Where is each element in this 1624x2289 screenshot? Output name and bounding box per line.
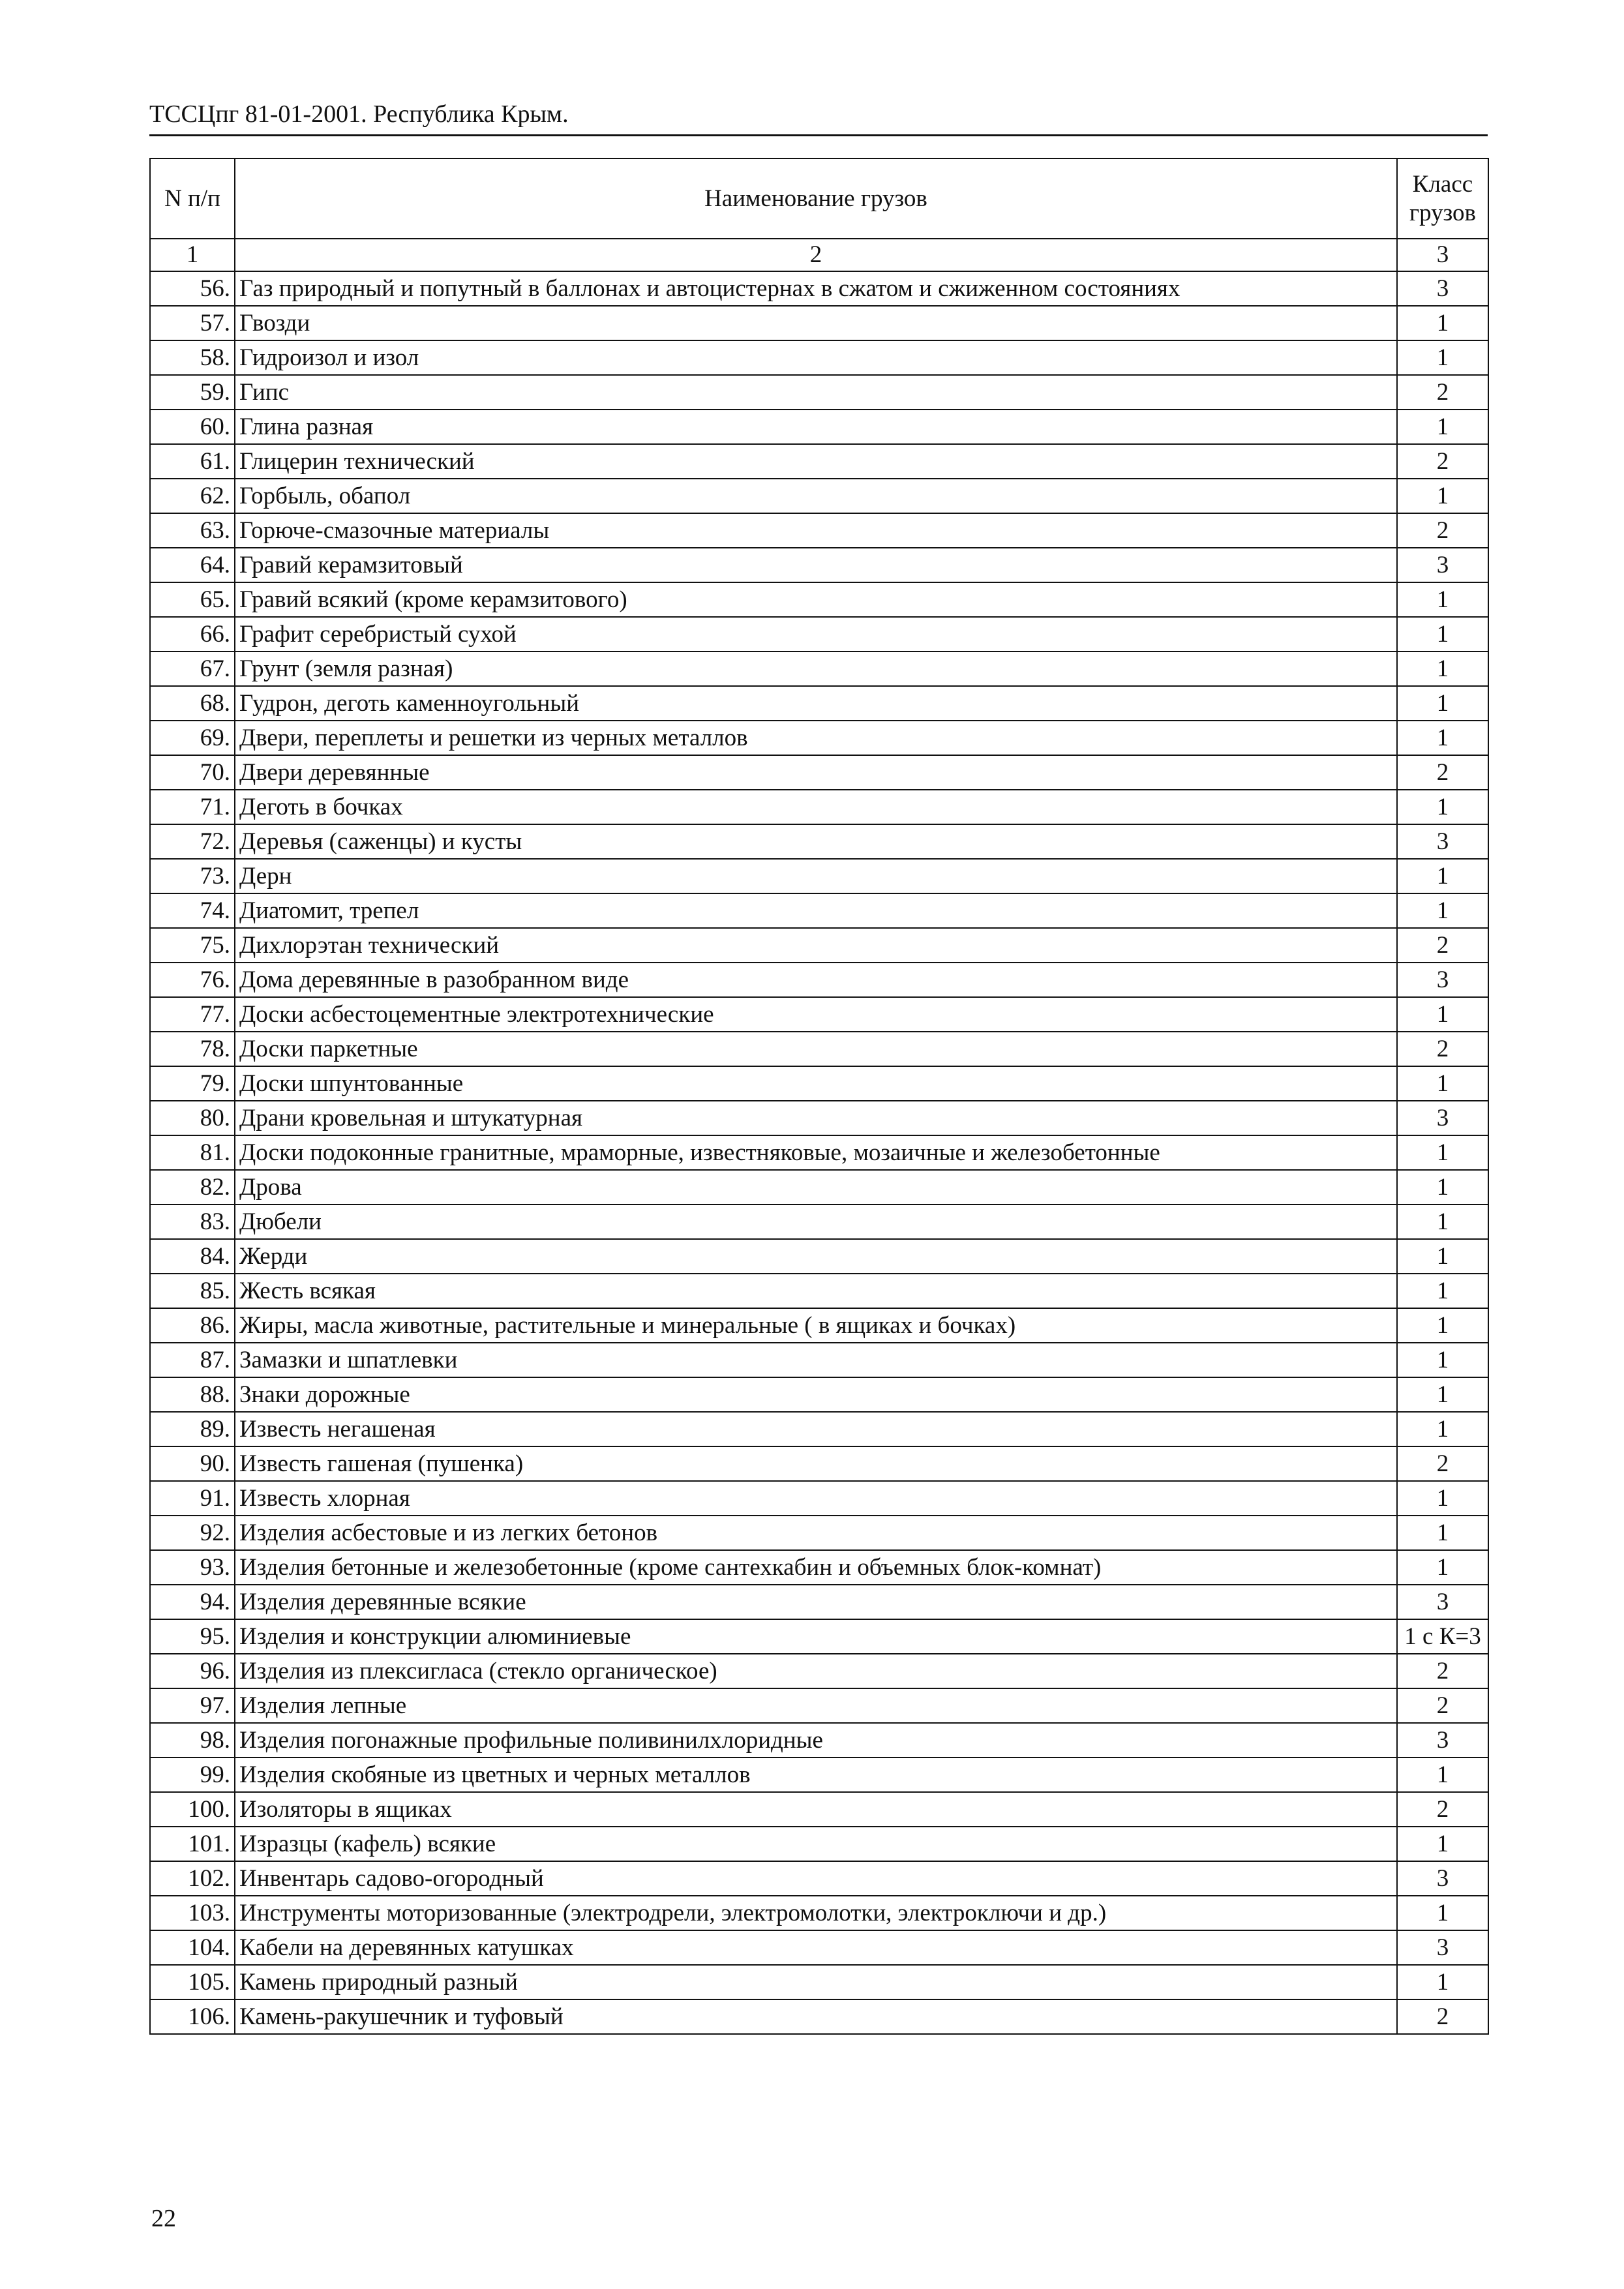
cargo-class: 1 <box>1397 1412 1488 1446</box>
row-number: 80. <box>150 1101 235 1135</box>
table-row <box>150 1585 1488 1619</box>
table-row <box>150 1204 1488 1239</box>
column-header-number: N п/п <box>150 158 235 239</box>
cargo-name: Доски шпунтованные <box>235 1066 1397 1101</box>
cargo-class: 1 <box>1397 721 1488 755</box>
cargo-class: 1 <box>1397 686 1488 721</box>
table-row <box>150 340 1488 375</box>
cargo-name: Замазки и шпатлевки <box>235 1343 1397 1377</box>
cargo-class: 3 <box>1397 824 1488 859</box>
document-header <box>149 98 1488 136</box>
row-number: 96. <box>150 1654 235 1688</box>
cargo-class: 1 <box>1397 1896 1488 1930</box>
cargo-name: Дихлорэтан технический <box>235 928 1397 963</box>
row-number: 89. <box>150 1412 235 1446</box>
cargo-class: 2 <box>1397 1792 1488 1827</box>
cargo-class: 2 <box>1397 375 1488 410</box>
table-row <box>150 479 1488 513</box>
cargo-name: Графит серебристый сухой <box>235 617 1397 651</box>
cargo-class: 1 <box>1397 582 1488 617</box>
table-row <box>150 271 1488 306</box>
table-row <box>150 1170 1488 1204</box>
cargo-class: 3 <box>1397 963 1488 997</box>
cargo-name: Драни кровельная и штукатурная <box>235 1101 1397 1135</box>
row-number: 93. <box>150 1550 235 1585</box>
table-row <box>150 617 1488 651</box>
row-number: 84. <box>150 1239 235 1274</box>
row-number: 78. <box>150 1032 235 1066</box>
cargo-name: Известь хлорная <box>235 1481 1397 1516</box>
cargo-class: 1 <box>1397 997 1488 1032</box>
row-number: 99. <box>150 1758 235 1792</box>
row-number: 56. <box>150 271 235 306</box>
table-row <box>150 686 1488 721</box>
cargo-name: Гидроизол и изол <box>235 340 1397 375</box>
table-row <box>150 1343 1488 1377</box>
table-row <box>150 1032 1488 1066</box>
table-row <box>150 1066 1488 1101</box>
cargo-class: 2 <box>1397 928 1488 963</box>
cargo-name: Горюче-смазочные материалы <box>235 513 1397 548</box>
row-number: 88. <box>150 1377 235 1412</box>
page-number: 22 <box>151 2205 176 2232</box>
cargo-name: Грунт (земля разная) <box>235 651 1397 686</box>
column-number-1: 1 <box>150 239 235 271</box>
row-number: 68. <box>150 686 235 721</box>
row-number: 72. <box>150 824 235 859</box>
cargo-name: Жерди <box>235 1239 1397 1274</box>
cargo-name: Камень природный разный <box>235 1965 1397 1999</box>
cargo-class-table <box>149 158 1489 2035</box>
cargo-name: Гипс <box>235 375 1397 410</box>
cargo-name: Жесть всякая <box>235 1274 1397 1308</box>
row-number: 76. <box>150 963 235 997</box>
cargo-class: 1 <box>1397 1239 1488 1274</box>
cargo-name: Изделия и конструкции алюминиевые <box>235 1619 1397 1654</box>
cargo-class: 1 <box>1397 651 1488 686</box>
row-number: 61. <box>150 444 235 479</box>
cargo-name: Изделия асбестовые и из легких бетонов <box>235 1516 1397 1550</box>
cargo-class: 1 <box>1397 1827 1488 1861</box>
cargo-name: Изделия скобяные из цветных и черных металлов <box>235 1758 1397 1792</box>
row-number: 74. <box>150 893 235 928</box>
cargo-class: 1 <box>1397 410 1488 444</box>
row-number: 97. <box>150 1688 235 1723</box>
cargo-class: 1 <box>1397 1758 1488 1792</box>
row-number: 91. <box>150 1481 235 1516</box>
cargo-class: 3 <box>1397 548 1488 582</box>
cargo-class: 2 <box>1397 444 1488 479</box>
row-number: 106. <box>150 1999 235 2034</box>
table-row <box>150 410 1488 444</box>
table-row <box>150 444 1488 479</box>
table-row <box>150 1274 1488 1308</box>
row-number: 59. <box>150 375 235 410</box>
row-number: 101. <box>150 1827 235 1861</box>
cargo-class: 1 <box>1397 1066 1488 1101</box>
row-number: 73. <box>150 859 235 893</box>
cargo-name: Гвозди <box>235 306 1397 340</box>
cargo-name: Жиры, масла животные, растительные и минеральные ( в ящиках и бочках) <box>235 1308 1397 1343</box>
table-row <box>150 1965 1488 1999</box>
cargo-class: 1 <box>1397 1516 1488 1550</box>
cargo-class: 2 <box>1397 1654 1488 1688</box>
table-row <box>150 1827 1488 1861</box>
table-row <box>150 1239 1488 1274</box>
table-row <box>150 548 1488 582</box>
table-row <box>150 582 1488 617</box>
table-row <box>150 1861 1488 1896</box>
table-row <box>150 1723 1488 1758</box>
cargo-class: 2 <box>1397 1446 1488 1481</box>
table-row <box>150 893 1488 928</box>
table-row <box>150 1446 1488 1481</box>
row-number: 64. <box>150 548 235 582</box>
row-number: 90. <box>150 1446 235 1481</box>
row-number: 94. <box>150 1585 235 1619</box>
cargo-name: Изделия бетонные и железобетонные (кроме сантехкабин и объемных блок-комнат) <box>235 1550 1397 1585</box>
table-row <box>150 755 1488 790</box>
cargo-class: 3 <box>1397 1585 1488 1619</box>
cargo-class: 1 <box>1397 1170 1488 1204</box>
table-row <box>150 1758 1488 1792</box>
row-number: 100. <box>150 1792 235 1827</box>
cargo-name: Диатомит, трепел <box>235 893 1397 928</box>
cargo-name: Изделия погонажные профильные поливинилхлоридные <box>235 1723 1397 1758</box>
cargo-class: 3 <box>1397 1101 1488 1135</box>
column-header-name: Наименование грузов <box>235 158 1397 239</box>
row-number: 60. <box>150 410 235 444</box>
cargo-name: Дерн <box>235 859 1397 893</box>
cargo-class: 1 <box>1397 1965 1488 1999</box>
row-number: 92. <box>150 1516 235 1550</box>
row-number: 87. <box>150 1343 235 1377</box>
document-title: ТССЦпг 81-01-2001. Республика Крым. <box>149 100 569 128</box>
cargo-class: 2 <box>1397 1032 1488 1066</box>
cargo-name: Глина разная <box>235 410 1397 444</box>
table-row <box>150 1792 1488 1827</box>
table-row <box>150 1619 1488 1654</box>
cargo-class: 3 <box>1397 271 1488 306</box>
table-row <box>150 1654 1488 1688</box>
cargo-name: Двери деревянные <box>235 755 1397 790</box>
cargo-name: Известь гашеная (пушенка) <box>235 1446 1397 1481</box>
cargo-name: Изделия деревянные всякие <box>235 1585 1397 1619</box>
column-number-3: 3 <box>1397 239 1488 271</box>
cargo-name: Горбыль, обапол <box>235 479 1397 513</box>
cargo-name: Изделия из плексигласа (стекло органическое) <box>235 1654 1397 1688</box>
cargo-class: 2 <box>1397 1999 1488 2034</box>
cargo-class: 3 <box>1397 1930 1488 1965</box>
cargo-name: Дюбели <box>235 1204 1397 1239</box>
table-row <box>150 963 1488 997</box>
cargo-name: Газ природный и попутный в баллонах и автоцистернах в сжатом и сжиженном состояниях <box>235 271 1397 306</box>
cargo-name: Двери, переплеты и решетки из черных металлов <box>235 721 1397 755</box>
cargo-name: Доски подоконные гранитные, мраморные, известняковые, мозаичные и железобетонные <box>235 1135 1397 1170</box>
table-row <box>150 513 1488 548</box>
table-row <box>150 928 1488 963</box>
cargo-class: 1 с К=3 <box>1397 1619 1488 1654</box>
row-number: 71. <box>150 790 235 824</box>
table-row <box>150 651 1488 686</box>
cargo-class: 2 <box>1397 755 1488 790</box>
column-header-class: Класс грузов <box>1397 158 1488 239</box>
row-number: 62. <box>150 479 235 513</box>
cargo-class: 2 <box>1397 513 1488 548</box>
cargo-name: Доски асбестоцементные электротехнические <box>235 997 1397 1032</box>
table-header-row <box>150 158 1488 239</box>
cargo-class: 1 <box>1397 1308 1488 1343</box>
row-number: 58. <box>150 340 235 375</box>
table-row <box>150 859 1488 893</box>
cargo-class: 1 <box>1397 893 1488 928</box>
cargo-class: 1 <box>1397 1274 1488 1308</box>
table-row <box>150 824 1488 859</box>
cargo-name: Глицерин технический <box>235 444 1397 479</box>
cargo-class: 1 <box>1397 617 1488 651</box>
cargo-name: Деревья (саженцы) и кусты <box>235 824 1397 859</box>
row-number: 66. <box>150 617 235 651</box>
cargo-class: 1 <box>1397 1204 1488 1239</box>
table-row <box>150 1308 1488 1343</box>
table-row <box>150 1550 1488 1585</box>
row-number: 95. <box>150 1619 235 1654</box>
cargo-class: 3 <box>1397 1723 1488 1758</box>
row-number: 69. <box>150 721 235 755</box>
row-number: 105. <box>150 1965 235 1999</box>
row-number: 65. <box>150 582 235 617</box>
cargo-name: Знаки дорожные <box>235 1377 1397 1412</box>
cargo-name: Известь негашеная <box>235 1412 1397 1446</box>
table-row <box>150 1896 1488 1930</box>
cargo-name: Кабели на деревянных катушках <box>235 1930 1397 1965</box>
row-number: 75. <box>150 928 235 963</box>
cargo-class: 1 <box>1397 859 1488 893</box>
cargo-class: 1 <box>1397 1135 1488 1170</box>
cargo-class: 1 <box>1397 479 1488 513</box>
cargo-name: Доски паркетные <box>235 1032 1397 1066</box>
cargo-name: Инструменты моторизованные (электродрели, электромолотки, электроключи и др.) <box>235 1896 1397 1930</box>
cargo-class: 1 <box>1397 306 1488 340</box>
table-row <box>150 1101 1488 1135</box>
cargo-name: Инвентарь садово-огородный <box>235 1861 1397 1896</box>
cargo-name: Гудрон, деготь каменноугольный <box>235 686 1397 721</box>
cargo-name: Дома деревянные в разобранном виде <box>235 963 1397 997</box>
row-number: 81. <box>150 1135 235 1170</box>
row-number: 103. <box>150 1896 235 1930</box>
row-number: 98. <box>150 1723 235 1758</box>
cargo-name: Гравий всякий (кроме керамзитового) <box>235 582 1397 617</box>
column-number-row <box>150 239 1488 271</box>
table-row <box>150 1377 1488 1412</box>
cargo-class: 1 <box>1397 1377 1488 1412</box>
table-row <box>150 1412 1488 1446</box>
table-row <box>150 375 1488 410</box>
row-number: 63. <box>150 513 235 548</box>
table-row <box>150 721 1488 755</box>
cargo-class: 1 <box>1397 790 1488 824</box>
row-number: 86. <box>150 1308 235 1343</box>
table-row <box>150 1688 1488 1723</box>
cargo-name: Дрова <box>235 1170 1397 1204</box>
table-row <box>150 997 1488 1032</box>
cargo-class: 1 <box>1397 340 1488 375</box>
row-number: 85. <box>150 1274 235 1308</box>
table-row <box>150 306 1488 340</box>
row-number: 79. <box>150 1066 235 1101</box>
table-row <box>150 1516 1488 1550</box>
cargo-class: 1 <box>1397 1550 1488 1585</box>
row-number: 83. <box>150 1204 235 1239</box>
row-number: 67. <box>150 651 235 686</box>
row-number: 82. <box>150 1170 235 1204</box>
row-number: 104. <box>150 1930 235 1965</box>
cargo-name: Гравий керамзитовый <box>235 548 1397 582</box>
cargo-name: Изразцы (кафель) всякие <box>235 1827 1397 1861</box>
cargo-class: 1 <box>1397 1481 1488 1516</box>
cargo-class: 3 <box>1397 1861 1488 1896</box>
table-row <box>150 1930 1488 1965</box>
table-row <box>150 1481 1488 1516</box>
cargo-name: Изоляторы в ящиках <box>235 1792 1397 1827</box>
cargo-name: Камень-ракушечник и туфовый <box>235 1999 1397 2034</box>
row-number: 102. <box>150 1861 235 1896</box>
row-number: 70. <box>150 755 235 790</box>
cargo-class: 1 <box>1397 1343 1488 1377</box>
row-number: 77. <box>150 997 235 1032</box>
table-row <box>150 1999 1488 2034</box>
table-row <box>150 1135 1488 1170</box>
table-row <box>150 790 1488 824</box>
cargo-class: 2 <box>1397 1688 1488 1723</box>
row-number: 57. <box>150 306 235 340</box>
cargo-name: Изделия лепные <box>235 1688 1397 1723</box>
cargo-name: Деготь в бочках <box>235 790 1397 824</box>
column-number-2: 2 <box>235 239 1397 271</box>
